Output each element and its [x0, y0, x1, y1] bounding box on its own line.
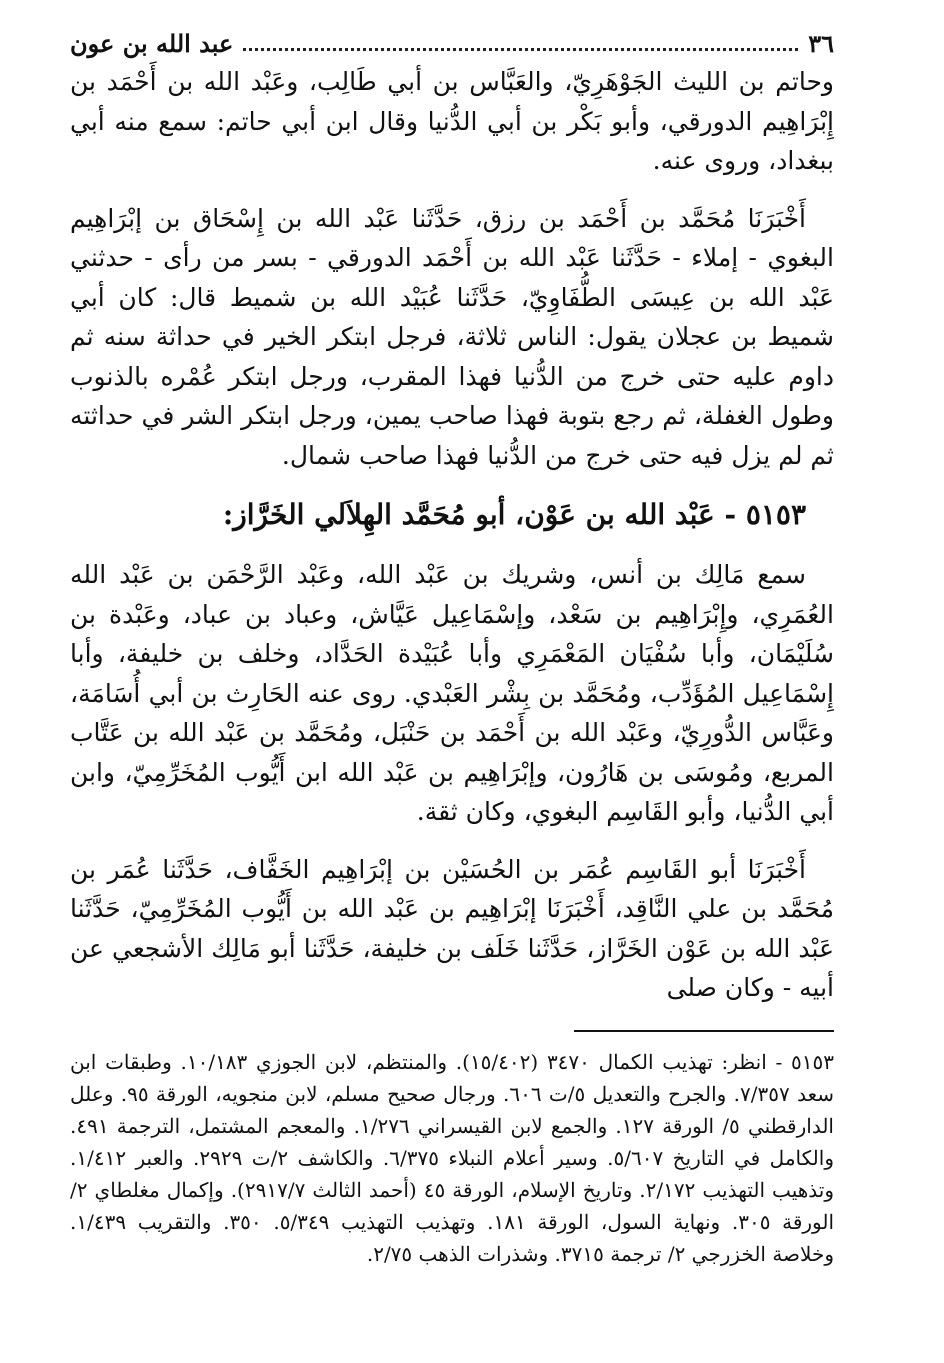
paragraph-gap [70, 537, 834, 555]
paragraph-gap [70, 181, 834, 199]
header-dot-leader [243, 36, 798, 51]
paragraph-gap [70, 832, 834, 850]
entry-narration: أَخْبَرَنَا أبو القَاسِم عُمَر بن الحُسَيْن بن إبْرَاهِيم الخَفَّاف، حَدَّثَنا عُمَر بن مُحَمَّد بن علي النَّاقِد، أَخْبَرَنَا إبْرَاهِيم بن عَبْد الله بن أَيُّوب المُخَرِّمِيّ، حَدَّثَنا عَبْد الله بن عَوْن الخَرَّاز، حَدَّثَنا خَلَف بن خليفة، حَدَّثَنا أبو مَالِك الأشجعي عن أبيه - وكان صلى [70, 854, 834, 1002]
entry-heading: ٥١٥٣ - عَبْد الله بن عَوْن، أبو مُحَمَّد الهِلاَلي الخَرَّاز: [222, 498, 806, 531]
page-number: ٣٦ [808, 28, 834, 58]
running-header [70, 24, 834, 62]
running-title: عبد الله بن عون [70, 28, 234, 58]
book-page [70, 24, 834, 1343]
main-text [70, 62, 834, 1008]
footnote-rule [574, 1030, 834, 1032]
paragraph-gap [70, 475, 834, 493]
footnote: ٥١٥٣ - انظر: تهذيب الكمال ٣٤٧٠ (١٥/٤٠٢). والمنتظم، لابن الجوزي ١٠/١٨٣. وطبقات ابن سعد ٧/٣٥٧. والجرح والتعديل ٥/ت ٦٠٦. ورجال صحيح مسلم، لابن منجويه، الورقة ٩٥. وعلل الدارقطني ٥/ الورقة ١٢٧. والجمع لابن القيسراني ١/٢٧٦. والمعجم المشتمل، الترجمة ٤٩١. والكامل في التاريخ ٥/٦٠٧. وسير أعلام النبلاء ٦/٣٧٥. والكاشف ٢/ت ٢٩٢٩. والعبر ١/٤١٢. وتذهيب التهذيب ٢/١٧٢. وتاريخ الإسلام، الورقة ٤٥ (أحمد الثالث ٢٩١٧/٧). وإكمال مغلطاي ٢/ الورقة ٣٠٥. ونهاية السول، الورقة ١٨١. وتهذيب التهذيب ٥/٣٤٩. ٣٥٠. والتقريب ١/٤٣٩. وخلاصة الخزرجي ٢/ ترجمة ٣٧١٥. وشذرات الذهب ٢/٧٥. [70, 1049, 835, 1266]
paragraph-continuation: وحاتم بن الليث الجَوْهَرِيّ، والعَبَّاس بن أبي طَالِب، وعَبْد الله بن أَحْمَد بن إِبْرَاهِيم الدورقي، وأبو بَكْر بن أبي الدُّنيا وقال ابن أبي حاتم: سمع منه أبي ببغداد، وروى عنه. [70, 67, 834, 175]
paragraph-narration: أَخْبَرَنَا مُحَمَّد بن أَحْمَد بن رزق، حَدَّثَنا عَبْد الله بن إِسْحَاق بن إبْرَاهِيم البغوي - إملاء - حَدَّثَنا عَبْد الله بن أَحْمَد الدورقي - بسر من رأى - حدثني عَبْد الله بن عِيسَى الطُّفَاوِيّ، حَدَّثَنا عُبَيْد الله بن شميط قال: كان أبي شميط بن عجلان يقول: الناس ثلاثة، فرجل ابتكر الخير في حداثة سنه ثم داوم عليه حتى خرج من الدُّنيا فهذا المقرب، ورجل ابتكر عُمْره بالذنوب وطول الغفلة، ثم رجع بتوبة فهذا صاحب يمين، ورجل ابتكر الشر في حداثته ثم لم يزل فيه حتى خرج من الدُّنيا فهذا صاحب شمال. [70, 203, 834, 470]
entry-biography: سمع مَالِك بن أنس، وشريك بن عَبْد الله، وعَبْد الرَّحْمَن بن عَبْد الله العُمَرِي، وإِبْرَاهِيم بن سَعْد، وإسْمَاعِيل عَيَّاش، وعباد بن عباد، وعَبْدة بن سُلَيْمَان، وأبا سُفْيَان المَعْمَرِي وأبا عُبَيْدة الحَدَّاد، وخلف بن خليفة، وأبا إِسْمَاعِيل المُؤَدِّب، ومُحَمَّد بن بِشْر العَبْدي. روى عنه الحَارِث بن أبي أُسَامَة، وعَبَّاس الدُّورِيّ، وعَبْد الله بن أَحْمَد بن حَنْبَل، ومُحَمَّد بن عَبْد الله بن عَتَّاب المربع، ومُوسَى بن هَارُون، وإبْرَاهِيم بن عَبْد الله ابن أَيُّوب المُخَرِّمِيّ، وابن أبي الدُّنيا، وأبو القَاسِم البغوي، وكان ثقة. [70, 560, 834, 826]
